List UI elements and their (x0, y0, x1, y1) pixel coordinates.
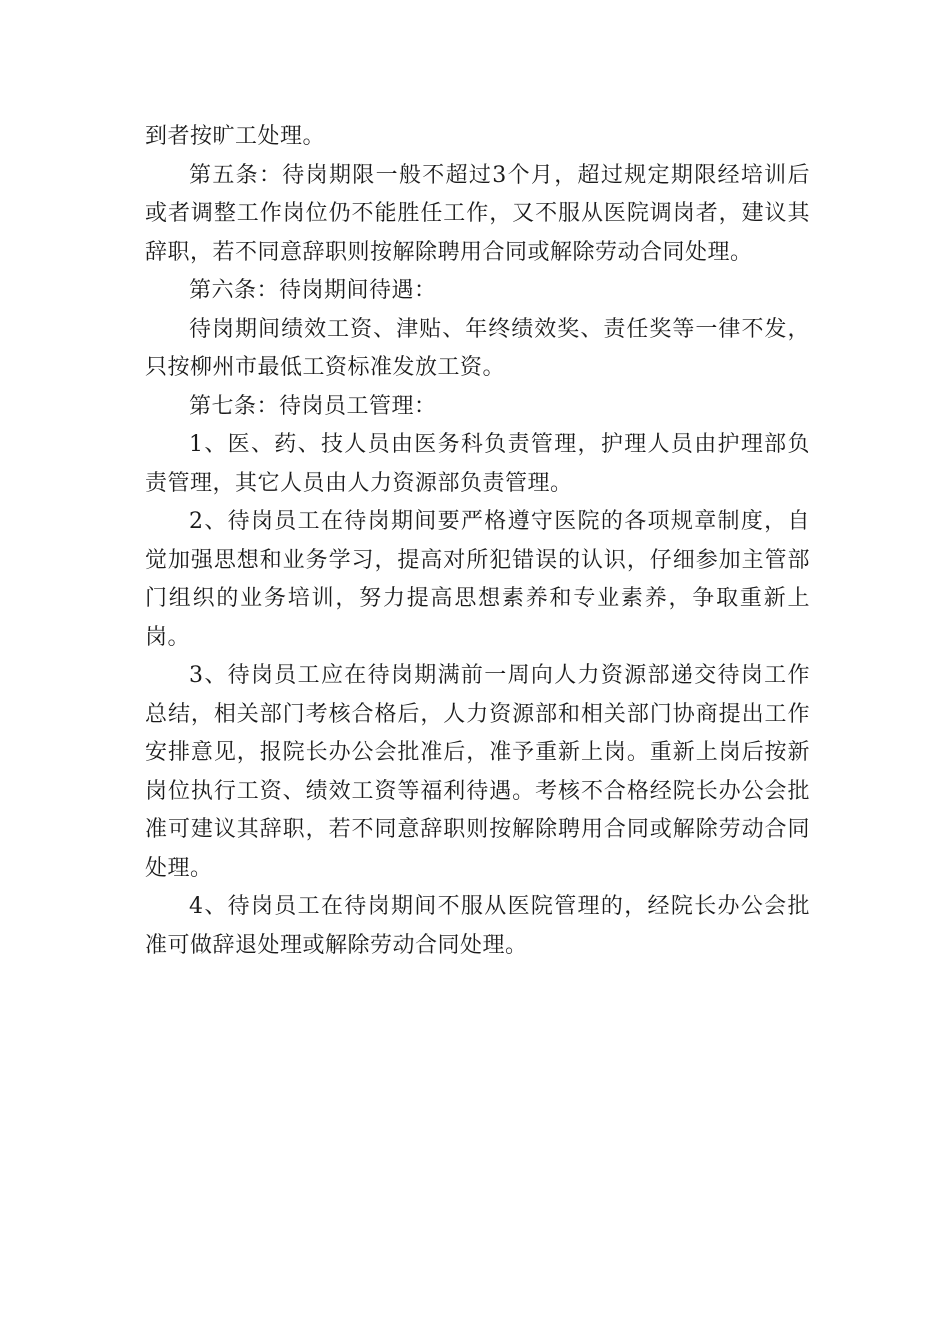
paragraph-article-5: 第五条：待岗期限一般不超过3个月，超过规定期限经培训后或者调整工作岗位仍不能胜任工作，又不服从医院调岗者，建议其辞职，若不同意辞职则按解除聘用合同或解除劳动合同处理。 (145, 162, 810, 265)
document-body (145, 118, 810, 965)
paragraph-article-6-heading: 第六条：待岗期间待遇： (189, 278, 437, 303)
paragraph-item-2: 2、待岗员工在待岗期间要严格遵守医院的各项规章制度，自觉加强思想和业务学习，提高对所犯错误的认识，仔细参加主管部门组织的业务培训，努力提高思想素养和专业素养，争取重新上岗。 (145, 509, 810, 650)
paragraph-continuation: 到者按旷工处理。 (145, 124, 326, 149)
paragraph-item-4: 4、待岗员工在待岗期间不服从医院管理的，经院长办公会批准可做辞退处理或解除劳动合同处理。 (145, 894, 810, 958)
paragraph-article-6-body: 待岗期间绩效工资、津贴、年终绩效奖、责任奖等一律不发，只按柳州市最低工资标准发放工资。 (145, 316, 810, 380)
paragraph-article-7-heading: 第七条：待岗员工管理： (189, 393, 437, 419)
paragraph-item-1: 1、医、药、技人员由医务科负责管理，护理人员由护理部负责管理，其它人员由人力资源部负责管理。 (145, 432, 810, 496)
paragraph-item-3: 3、待岗员工应在待岗期满前一周向人力资源部递交待岗工作总结，相关部门考核合格后，人力资源部和相关部门协商提出工作安排意见，报院长办公会批准后，准予重新上岗。重新上岗后按新岗位执行工资、绩效工资等福利待遇。考核不合格经院长办公会批准可建议其辞职，若不同意辞职则按解除聘用合同或解除劳动合同处理。 (145, 663, 810, 881)
